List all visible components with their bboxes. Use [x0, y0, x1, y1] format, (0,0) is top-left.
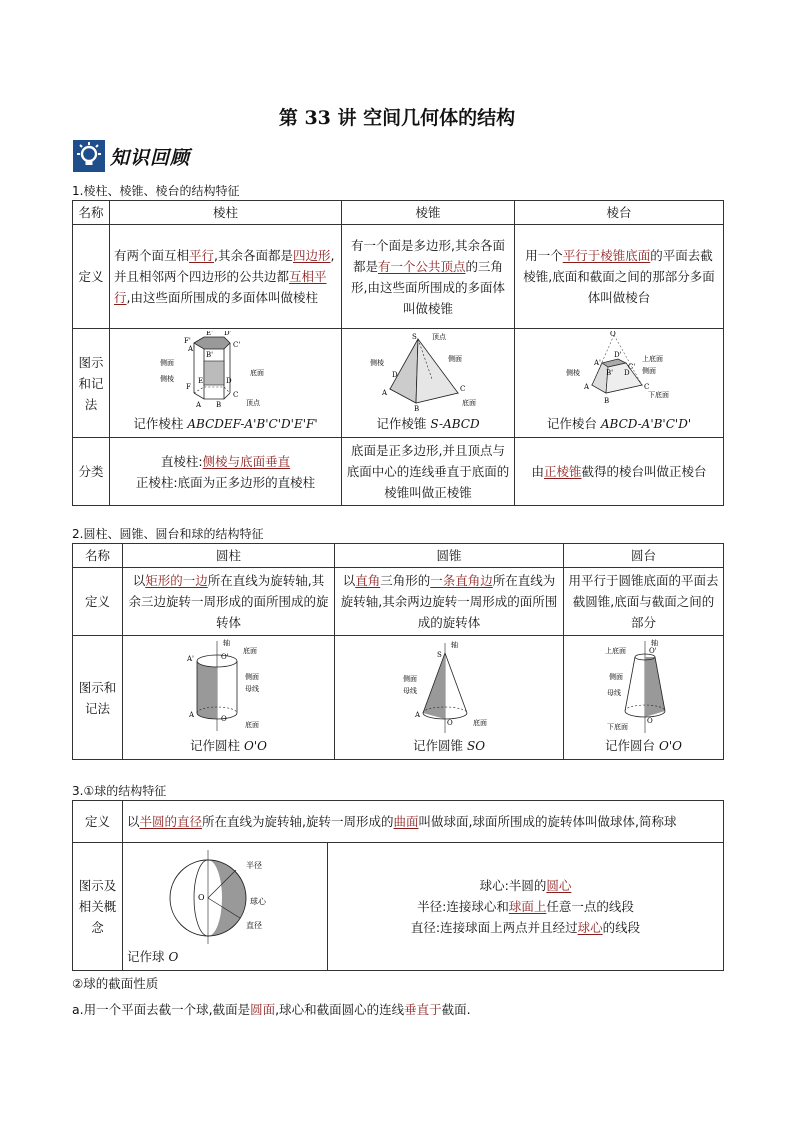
cylinder-label: 底面 — [244, 720, 259, 729]
section3-heading: 3.①球的结构特征 — [72, 784, 167, 798]
sphere-label: 直径 — [246, 920, 262, 930]
table-header-row — [73, 201, 724, 225]
frustum-classification: 由正棱锥截得的棱台叫做正棱台 — [515, 438, 724, 506]
frustum-label: C' — [628, 363, 636, 371]
prism-label: E' — [205, 331, 213, 337]
page-title: 第 33 讲 空间几何体的结构 — [278, 107, 516, 129]
solids-of-revolution-table — [72, 543, 724, 760]
frustum-figure-cell — [515, 329, 724, 438]
table-row — [73, 568, 724, 636]
header-cell: 圆台 — [564, 544, 724, 568]
cone-label: S — [437, 650, 442, 659]
prism-label: F — [185, 383, 191, 391]
prism-label: 顶点 — [245, 399, 260, 407]
prism-label: A' — [187, 345, 195, 353]
sphere-label: 球心 — [250, 896, 266, 906]
frustum-label: 侧面 — [642, 367, 656, 375]
prism-label: F' — [183, 337, 191, 345]
row-label: 定义 — [73, 225, 110, 329]
concept-center: 球心:半圆的圆心 — [479, 878, 572, 893]
prism-label: 底面 — [249, 369, 264, 377]
sphere-table — [72, 800, 724, 971]
cylinder-label: O' — [220, 652, 229, 661]
prism-label: 侧棱 — [159, 375, 174, 383]
pyramid-label: 底面 — [462, 399, 476, 407]
cone-diagram — [389, 639, 509, 735]
cone-caption: 记作圆锥 SO — [412, 737, 486, 753]
lightbulb-icon — [73, 140, 105, 172]
row-label: 图示和记法 — [73, 329, 110, 438]
frustum-caption: 记作棱台 ABCD-A'B'C'D' — [546, 416, 692, 431]
frustum-label: A — [584, 383, 590, 391]
cylinder-label: A — [188, 710, 194, 719]
pyramid-label: 顶点 — [432, 333, 446, 341]
section-badge: 知识回顾 — [110, 147, 191, 169]
pyramid-diagram — [358, 331, 498, 413]
prism-label: D — [225, 377, 232, 385]
section2-heading: 2.圆柱、圆锥、圆台和球的结构特征 — [72, 527, 264, 541]
prism-label: C — [232, 391, 238, 399]
cylinder-label: 侧面 — [244, 672, 259, 681]
cone-label: 母线 — [403, 686, 417, 695]
header-cell: 圆柱 — [123, 544, 335, 568]
frustum-cone-label: 下底面 — [606, 722, 628, 731]
sphere-figure-cell — [123, 843, 328, 971]
concept-diameter: 直径:连接球面上两点并且经过球心的线段 — [410, 920, 641, 935]
table-row — [73, 801, 724, 843]
pyramid-label: S — [412, 333, 417, 341]
table-header-row — [73, 544, 724, 568]
prism-label: C' — [232, 341, 240, 349]
header-cell: 棱柱 — [110, 201, 342, 225]
cylinder-diagram — [169, 639, 289, 735]
pyramid-label: 侧棱 — [370, 359, 384, 367]
sphere-label: O — [198, 892, 205, 902]
prism-diagram — [146, 331, 306, 413]
table-row — [73, 225, 724, 329]
concept-radius: 半径:连接球心和球面上任意一点的线段 — [417, 899, 634, 914]
cylinder-label: 轴 — [222, 638, 230, 647]
prism-label: D' — [223, 331, 232, 337]
cone-definition: 以直角三角形的一条直角边所在直线为旋转轴,其余两边旋转一周形成的面所围成的旋转体 — [335, 568, 564, 636]
sphere-caption: 记作球 O — [127, 948, 179, 964]
prism-label: A — [195, 401, 201, 409]
section-a-paragraph: a.用一个平面去截一个球,截面是圆面,球心和截面圆心的连线垂直于截面. — [72, 1002, 471, 1017]
frustum-label: 侧棱 — [566, 369, 580, 377]
prism-label: 侧面 — [159, 359, 174, 367]
frustum-cone-diagram — [589, 639, 699, 735]
cylinder-label: 底面 — [242, 646, 257, 655]
prism-figure-cell — [110, 329, 342, 438]
frustum-label: B' — [606, 369, 614, 377]
prism-label: B' — [205, 351, 213, 359]
frustum-label: 下底面 — [648, 391, 669, 399]
pyramid-label: 侧面 — [448, 355, 462, 363]
cylinder-label: O — [220, 714, 227, 723]
prism-label: E — [197, 377, 203, 385]
frustum-label: B — [604, 397, 610, 405]
frustum-label: 上底面 — [642, 355, 663, 363]
polyhedra-table — [72, 200, 724, 506]
table-row — [73, 329, 724, 438]
header-cell: 棱台 — [515, 201, 724, 225]
prism-classification: 直棱柱:侧棱与底面垂直 正棱柱:底面为正多边形的直棱柱 — [110, 438, 342, 506]
cylinder-label: A' — [186, 654, 194, 663]
section1-heading: 1.棱柱、棱锥、棱台的结构特征 — [72, 184, 240, 198]
sphere-label: 半径 — [246, 860, 262, 870]
table-row — [73, 843, 724, 971]
frustum-cone-label: 轴 — [650, 638, 658, 647]
pyramid-classification: 底面是正多边形,并且顶点与底面中心的连线垂直于底面的棱锥叫做正棱锥 — [342, 438, 515, 506]
pyramid-definition: 有一个面是多边形,其余各面都是有一个公共顶点的三角形,由这些面所围成的多面体叫做棱锥 — [342, 225, 515, 329]
frustum-label: O — [610, 331, 616, 338]
frustum-cone-figure-cell — [564, 636, 724, 760]
section3-subheading: ②球的截面性质 — [72, 976, 159, 991]
table-row — [73, 438, 724, 506]
row-label: 分类 — [73, 438, 110, 506]
cone-label: 底面 — [473, 718, 487, 727]
row-label: 图示及相关概念 — [73, 843, 123, 971]
table-row — [73, 636, 724, 760]
pyramid-label: D — [392, 371, 398, 379]
pyramid-caption: 记作棱锥 S-ABCD — [376, 416, 480, 431]
pyramid-label: B — [414, 405, 420, 413]
cylinder-figure-cell — [123, 636, 335, 760]
prism-caption: 记作棱柱 ABCDEF-A'B'C'D'E'F' — [133, 416, 318, 431]
cylinder-label: 母线 — [244, 684, 259, 693]
cone-label: 侧面 — [403, 674, 417, 683]
frustum-label: A' — [594, 359, 601, 367]
header-cell: 棱锥 — [342, 201, 515, 225]
frustum-cone-label: 上底面 — [604, 646, 626, 655]
frustum-cone-definition: 用平行于圆锥底面的平面去截圆锥,底面与截面之间的部分 — [564, 568, 724, 636]
sphere-diagram — [160, 846, 290, 946]
cone-figure-cell — [335, 636, 564, 760]
frustum-label: C — [644, 383, 650, 391]
sphere-definition: 以半圆的直径所在直线为旋转轴,旋转一周形成的曲面叫做球面,球面所围成的旋转体叫做球体,简称球 — [123, 801, 724, 843]
cone-label: O — [447, 718, 453, 727]
frustum-cone-label: O — [646, 716, 653, 725]
sphere-concepts — [328, 843, 724, 971]
frustum-label: D — [624, 369, 630, 377]
pyramid-figure-cell — [342, 329, 515, 438]
row-label: 定义 — [73, 801, 123, 843]
frustum-cone-label: 侧面 — [608, 672, 623, 681]
pyramid-label: C — [460, 385, 466, 393]
pyramid-label: A — [382, 389, 388, 397]
frustum-label: D' — [614, 351, 622, 359]
frustum-cone-caption: 记作圆台 O'O — [605, 737, 682, 753]
row-label: 定义 — [73, 568, 123, 636]
header-cell: 名称 — [73, 201, 110, 225]
cone-label: 轴 — [451, 640, 458, 649]
prism-definition: 有两个面互相平行,其余各面都是四边形,并且相邻两个四边形的公共边都互相平行,由这些面所围成的多面体叫做棱柱 — [110, 225, 342, 329]
frustum-cone-label: 母线 — [606, 688, 621, 697]
cone-label: A — [415, 710, 421, 719]
frustum-diagram — [544, 331, 694, 413]
prism-label: B — [215, 401, 221, 409]
cylinder-definition: 以矩形的一边所在直线为旋转轴,其余三边旋转一周形成的面所围成的旋转体 — [123, 568, 335, 636]
frustum-cone-label: O' — [648, 646, 657, 655]
frustum-definition: 用一个平行于棱锥底面的平面去截棱锥,底面和截面之间的那部分多面体叫做棱台 — [515, 225, 724, 329]
header-cell: 圆锥 — [335, 544, 564, 568]
header-cell: 名称 — [73, 544, 123, 568]
cylinder-caption: 记作圆柱 O'O — [190, 737, 267, 753]
row-label: 图示和记法 — [73, 636, 123, 760]
